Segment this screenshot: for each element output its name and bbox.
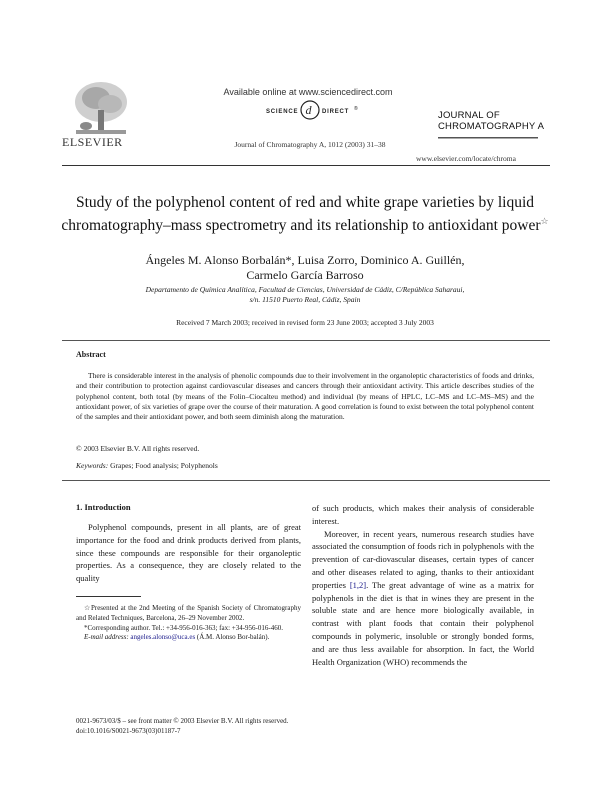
abstract-copyright: © 2003 Elsevier B.V. All rights reserved. [76, 444, 200, 453]
intro-left-paragraph: Polyphenol compounds, present in all plants, are of great importance for the food and drink products derived from plants, since these compounds are responsible for their organoleptic properties. As a consequence, they are closely related to the quality [76, 522, 301, 584]
affiliation-line2: s/n. 11510 Puerto Real, Cádiz, Spain [249, 295, 361, 304]
footer-doi: doi:10.1016/S0021-9673(03)01187-7 [76, 727, 181, 735]
footnote-corresponding: *Corresponding author. Tel.: +34-956-016-363; fax: +34-956-016-460. [84, 623, 283, 632]
article-title-text: Study of the polyphenol content of red and white grape varieties by liquid chromatography–mass spectrometry and its relationship to antioxidant power [61, 194, 541, 235]
journal-url[interactable]: www.elsevier.com/locate/chroma [416, 154, 516, 163]
footnote-divider [76, 596, 141, 597]
intro-right-paragraph-2 [312, 528, 534, 669]
footer-copyright-line: 0021-9673/03/$ – see front matter © 2003 Elsevier B.V. All rights reserved. [76, 717, 289, 725]
article-title [60, 193, 550, 235]
email-link[interactable]: angeles.alonso@uca.es [130, 633, 196, 642]
authors-line1: Ángeles M. Alonso Borbalán*, Luisa Zorro, Dominico A. Guillén, [145, 253, 465, 267]
page-footer [76, 716, 288, 736]
intro-right-paragraph-1: of such products, which makes their analysis of considerable interest. [312, 503, 534, 526]
svg-text:SCIENCE: SCIENCE [266, 109, 299, 115]
journal-title-rule [438, 135, 538, 141]
title-footnote-mark: ☆ [540, 216, 549, 226]
journal-citation: Journal of Chromatography A, 1012 (2003) 31–38 [234, 140, 386, 149]
footnotes [76, 604, 301, 643]
footnote-presented: ☆Presented at the 2nd Meeting of the Spanish Society of Chromatography and Related Techniques, Barcelona, 26–29 November 2002. [76, 604, 301, 622]
keywords-label: Keywords: [76, 461, 109, 470]
journal-title-line1: JOURNAL OF [438, 110, 500, 121]
affiliation-line1: Departamento de Química Analítica, Facultad de Ciencias, Universidad de Cádiz, C/República Saharaui, [145, 285, 465, 294]
available-online-text: Available online at www.sciencedirect.com [223, 87, 393, 97]
journal-title [438, 110, 548, 132]
abstract-heading: Abstract [76, 350, 106, 359]
keywords [76, 461, 218, 470]
para2-text-b: . The great advantage of wine as a matrix for polyphenols in the diet is that in wines they are present in the soluble state and are hence more biologically available, in contrast with plant foods that contain their polyphenol compounds in polymeric, insoluble or strongly bonded forms, and are thus less available for absorption. In fact, the World Health Organization (WHO) recommends the [312, 579, 534, 667]
elsevier-tree-logo [66, 80, 136, 140]
author-list [60, 253, 550, 283]
sciencedirect-logo [262, 98, 358, 122]
section-heading-introduction: 1. Introduction [76, 502, 131, 512]
abstract-divider [62, 480, 550, 481]
header-divider [62, 165, 550, 166]
journal-title-line2: CHROMATOGRAPHY A [438, 121, 545, 132]
affiliation [80, 285, 530, 305]
received-dates: Received 7 March 2003; received in revised form 23 June 2003; accepted 3 July 2003 [176, 318, 434, 327]
email-rest: (Á.M. Alonso Bor-balán). [195, 633, 270, 642]
publisher-name: ELSEVIER [62, 135, 123, 149]
intro-right-column [312, 502, 534, 668]
footnote-email [76, 633, 301, 643]
reference-link[interactable]: [1,2] [349, 579, 367, 590]
svg-text:DIRECT: DIRECT [322, 109, 350, 115]
keywords-list: Grapes; Food analysis; Polyphenols [110, 461, 218, 470]
svg-text:®: ® [354, 106, 358, 112]
authors-line2: Carmelo García Barroso [246, 268, 364, 282]
svg-text:d: d [305, 103, 312, 117]
para2-text-a: Moreover, in recent years, numerous research studies have associated the consumption of foods rich in polyphenols with the prevention of car-diovascular diseases, certain types of cancer and other diseases related to aging, thanks to their antioxidant properties [312, 528, 534, 590]
abstract-text: There is considerable interest in the analysis of phenolic compounds due to their involvement in the organoleptic characteristics of foods and drinks, and their contribution to protection against cardiovascular diseases and cancers through their antioxidant activity. This article describes studies of the polyphenol content, both total (by means of the Folin–Ciocalteu method) and individual (by means of HPLC, LC–MS and LC–MS–MS) and the antioxidant power, of six varieties of grape over the course of their maturation. A good correlation is found to exist between the total polyphenol content of the samples and their antioxidant power, and both seem diminish along the maturation. [76, 371, 534, 422]
title-divider [62, 340, 550, 341]
email-label: E-mail address: [84, 633, 129, 642]
